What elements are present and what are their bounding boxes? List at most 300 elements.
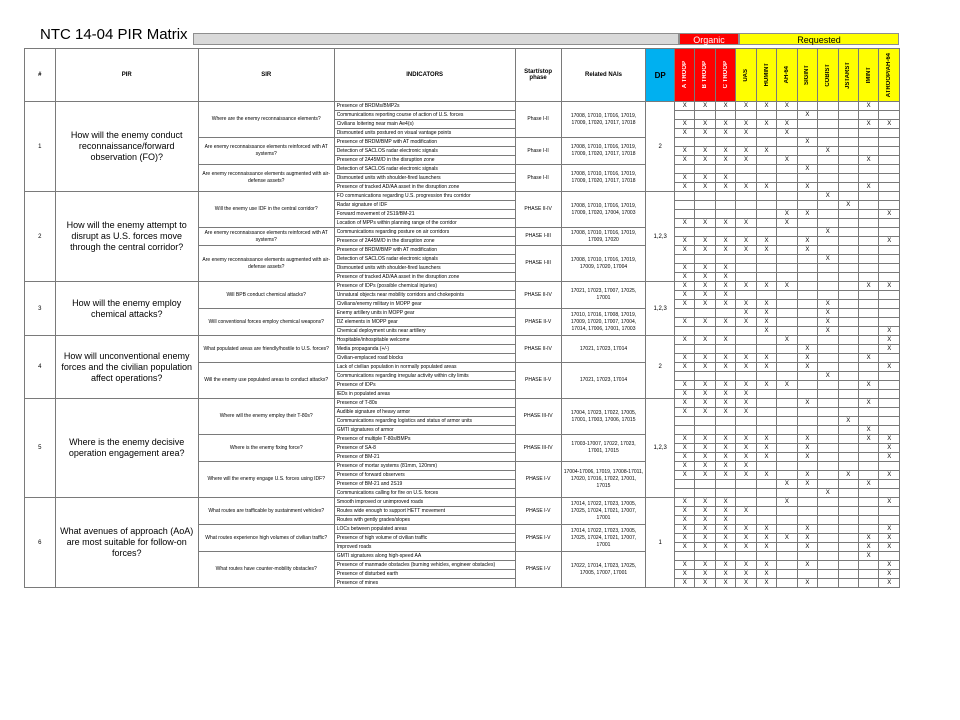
asset-mark: X xyxy=(797,354,817,363)
asset-cell xyxy=(818,237,838,246)
related-nais: 17010, 17016, 17008, 17019, 17009, 17020, 17007, 17004, 17014, 17006, 17001, 17003 xyxy=(561,309,646,336)
indicator-text: IEDs in populated areas xyxy=(334,390,515,399)
asset-cell xyxy=(858,219,878,228)
asset-cell xyxy=(797,120,817,129)
asset-cell xyxy=(838,399,858,408)
asset-mark: X xyxy=(715,435,735,444)
asset-mark: X xyxy=(879,498,900,507)
asset-cell xyxy=(675,417,695,426)
asset-cell xyxy=(797,102,817,111)
asset-cell xyxy=(858,336,878,345)
asset-mark: X xyxy=(675,291,695,300)
asset-cell xyxy=(777,444,797,453)
asset-cell xyxy=(858,237,878,246)
asset-mark: X xyxy=(797,345,817,354)
asset-header-label: UAS xyxy=(743,68,750,82)
asset-cell xyxy=(736,165,756,174)
asset-mark: X xyxy=(715,282,735,291)
asset-mark: X xyxy=(675,219,695,228)
asset-mark: X xyxy=(858,102,878,111)
asset-cell xyxy=(777,489,797,498)
asset-mark: X xyxy=(675,129,695,138)
related-nais: 17008, 17010, 17016, 17019, 17009, 17020, 17017, 17018 xyxy=(561,102,646,138)
asset-mark: X xyxy=(858,543,878,552)
pir-number: 3 xyxy=(25,282,56,336)
sir-question: Where will the enemy employ their T-80s? xyxy=(198,399,334,435)
indicator-row xyxy=(25,282,900,291)
asset-cell xyxy=(858,273,878,282)
asset-mark: X xyxy=(736,318,756,327)
asset-cell xyxy=(858,417,878,426)
asset-cell xyxy=(838,219,858,228)
asset-cell xyxy=(797,516,817,525)
asset-cell xyxy=(838,138,858,147)
asset-mark: X xyxy=(675,174,695,183)
asset-cell xyxy=(715,372,735,381)
asset-cell xyxy=(797,201,817,210)
asset-mark: X xyxy=(756,444,776,453)
asset-cell xyxy=(695,192,715,201)
asset-mark: X xyxy=(736,147,756,156)
asset-cell xyxy=(756,210,776,219)
asset-cell xyxy=(838,228,858,237)
asset-cell xyxy=(879,489,900,498)
indicator-text: Smooth improved or unimproved roads xyxy=(334,498,515,507)
page-title: NTC 14-04 PIR Matrix xyxy=(40,26,188,43)
header-bar xyxy=(193,33,679,45)
asset-cell xyxy=(879,174,900,183)
asset-mark: X xyxy=(858,156,878,165)
asset-mark: X xyxy=(756,354,776,363)
asset-mark: X xyxy=(695,156,715,165)
asset-header-label: IMINT xyxy=(865,66,872,84)
asset-mark: X xyxy=(879,363,900,372)
asset-cell xyxy=(818,426,838,435)
asset-mark: X xyxy=(695,543,715,552)
asset-cell xyxy=(879,300,900,309)
asset-mark: X xyxy=(715,570,735,579)
asset-mark: X xyxy=(736,399,756,408)
asset-mark: X xyxy=(695,516,715,525)
asset-cell xyxy=(838,480,858,489)
asset-mark: X xyxy=(675,435,695,444)
asset-cell xyxy=(879,255,900,264)
pir-matrix-table xyxy=(24,48,900,588)
asset-cell xyxy=(797,570,817,579)
asset-cell xyxy=(756,138,776,147)
asset-cell xyxy=(858,471,878,480)
asset-mark: X xyxy=(736,390,756,399)
asset-mark: X xyxy=(858,480,878,489)
asset-mark: X xyxy=(695,219,715,228)
asset-mark: X xyxy=(818,372,838,381)
start-stop-phase: PHASE II-V xyxy=(515,363,561,399)
pir-number: 5 xyxy=(25,399,56,498)
asset-mark: X xyxy=(695,561,715,570)
asset-mark: X xyxy=(858,282,878,291)
related-nais: 17008, 17010, 17016, 17019, 17009, 17020, 17004, 17003 xyxy=(561,192,646,228)
asset-cell xyxy=(777,174,797,183)
asset-mark: X xyxy=(736,237,756,246)
asset-mark: X xyxy=(797,480,817,489)
decision-point: 1,2,3 xyxy=(646,399,675,498)
asset-cell xyxy=(838,246,858,255)
pir-question: How will the enemy attempt to disrupt as U.S. forces move through the central corridor? xyxy=(55,192,198,282)
asset-cell xyxy=(715,480,735,489)
asset-cell xyxy=(756,264,776,273)
indicator-text: Presence of BRDM/BMP with AT modification xyxy=(334,138,515,147)
asset-cell xyxy=(736,417,756,426)
asset-mark: X xyxy=(756,453,776,462)
asset-cell xyxy=(797,336,817,345)
asset-cell xyxy=(818,273,838,282)
asset-cell xyxy=(858,516,878,525)
asset-mark: X xyxy=(797,246,817,255)
asset-mark: X xyxy=(756,363,776,372)
asset-cell xyxy=(756,480,776,489)
asset-mark: X xyxy=(756,120,776,129)
asset-cell xyxy=(797,372,817,381)
asset-cell xyxy=(675,327,695,336)
asset-mark: X xyxy=(838,417,858,426)
asset-cell xyxy=(838,543,858,552)
asset-mark: X xyxy=(675,156,695,165)
asset-mark: X xyxy=(879,282,900,291)
asset-mark: X xyxy=(879,534,900,543)
asset-mark: X xyxy=(777,534,797,543)
asset-mark: X xyxy=(736,354,756,363)
asset-mark: X xyxy=(736,525,756,534)
asset-cell xyxy=(695,552,715,561)
asset-cell xyxy=(715,345,735,354)
asset-mark: X xyxy=(675,444,695,453)
asset-cell xyxy=(777,552,797,561)
asset-mark: X xyxy=(818,192,838,201)
asset-mark: X xyxy=(715,453,735,462)
sir-question: Will BPB conduct chemical attacks? xyxy=(198,282,334,309)
asset-header xyxy=(818,49,838,102)
sir-question: Are enemy reconnaissance elements reinforced with AT systems? xyxy=(198,138,334,165)
asset-mark: X xyxy=(675,102,695,111)
col-phase-header: Start/stop phase xyxy=(515,49,561,102)
asset-cell xyxy=(858,255,878,264)
asset-mark: X xyxy=(675,300,695,309)
asset-cell xyxy=(879,111,900,120)
asset-cell xyxy=(777,543,797,552)
asset-cell xyxy=(715,138,735,147)
asset-mark: X xyxy=(818,228,838,237)
asset-mark: X xyxy=(675,183,695,192)
asset-cell xyxy=(777,516,797,525)
indicator-text: Civilians loitering near main Ae4(s) xyxy=(334,120,515,129)
asset-cell xyxy=(818,543,838,552)
asset-cell xyxy=(858,498,878,507)
asset-mark: X xyxy=(736,570,756,579)
asset-cell xyxy=(879,264,900,273)
asset-cell xyxy=(838,102,858,111)
related-nais: 17021, 17023, 17014 xyxy=(561,336,646,363)
start-stop-phase: PHASE II-IV xyxy=(515,336,561,363)
asset-mark: X xyxy=(715,120,735,129)
asset-cell xyxy=(838,561,858,570)
sir-question: What populated areas are friendly/hostile to U.S. forces? xyxy=(198,336,334,363)
asset-cell xyxy=(715,552,735,561)
asset-cell xyxy=(777,318,797,327)
asset-header xyxy=(715,49,735,102)
asset-cell xyxy=(797,417,817,426)
asset-mark: X xyxy=(777,120,797,129)
asset-cell xyxy=(736,264,756,273)
asset-cell xyxy=(838,282,858,291)
asset-mark: X xyxy=(818,327,838,336)
asset-mark: X xyxy=(736,444,756,453)
asset-cell xyxy=(838,336,858,345)
asset-mark: X xyxy=(858,381,878,390)
sir-question: Will the enemy use populated areas to conduct attacks? xyxy=(198,363,334,399)
related-nais: 17008, 17010, 17016, 17019, 17009, 17020, 17004 xyxy=(561,246,646,282)
asset-cell xyxy=(838,426,858,435)
asset-cell xyxy=(838,579,858,588)
asset-cell xyxy=(838,120,858,129)
asset-mark: X xyxy=(695,237,715,246)
asset-cell xyxy=(879,408,900,417)
related-nais: 17021, 17023, 17007, 17025, 17001 xyxy=(561,282,646,309)
asset-cell xyxy=(736,201,756,210)
start-stop-phase: Phase I-II xyxy=(515,102,561,138)
asset-mark: X xyxy=(777,129,797,138)
asset-cell xyxy=(675,309,695,318)
asset-cell xyxy=(879,228,900,237)
asset-cell xyxy=(838,129,858,138)
asset-mark: X xyxy=(675,408,695,417)
asset-cell xyxy=(756,192,776,201)
indicator-text: Presence of 2A45M/D in the disruption zone xyxy=(334,237,515,246)
asset-mark: X xyxy=(797,579,817,588)
sir-question: Will the enemy use IDF in the central corridor? xyxy=(198,192,334,228)
related-nais: 17014, 17022, 17023, 17005, 17025, 17024, 17021, 17007, 17001 xyxy=(561,525,646,552)
asset-mark: X xyxy=(675,543,695,552)
asset-cell xyxy=(797,192,817,201)
asset-mark: X xyxy=(715,291,735,300)
asset-cell xyxy=(818,579,838,588)
indicator-text: Enemy artillery units in MOPP gear xyxy=(334,309,515,318)
asset-mark: X xyxy=(736,408,756,417)
asset-mark: X xyxy=(675,390,695,399)
indicator-text: Presence of IDPs xyxy=(334,381,515,390)
asset-cell xyxy=(858,129,878,138)
asset-cell xyxy=(695,309,715,318)
asset-cell xyxy=(675,480,695,489)
asset-mark: X xyxy=(675,579,695,588)
asset-header-label: JSTARST xyxy=(845,61,852,89)
asset-cell xyxy=(838,453,858,462)
asset-cell xyxy=(797,174,817,183)
asset-cell xyxy=(838,318,858,327)
asset-cell xyxy=(777,192,797,201)
asset-mark: X xyxy=(879,336,900,345)
asset-cell xyxy=(695,201,715,210)
indicator-text: Dismounted units with shoulder-fired launchers xyxy=(334,264,515,273)
asset-cell xyxy=(879,426,900,435)
asset-mark: X xyxy=(715,129,735,138)
asset-cell xyxy=(736,372,756,381)
asset-mark: X xyxy=(695,264,715,273)
asset-cell xyxy=(797,309,817,318)
asset-cell xyxy=(777,255,797,264)
asset-cell xyxy=(858,246,878,255)
related-nais: 17022, 17014, 17023, 17025, 17005, 17007, 17001 xyxy=(561,552,646,588)
asset-mark: X xyxy=(736,561,756,570)
asset-cell xyxy=(818,390,838,399)
asset-cell xyxy=(879,291,900,300)
asset-header xyxy=(777,49,797,102)
start-stop-phase: PHASE I-III xyxy=(515,228,561,246)
indicator-row xyxy=(25,399,900,408)
asset-mark: X xyxy=(695,498,715,507)
asset-mark: X xyxy=(736,102,756,111)
asset-cell xyxy=(818,165,838,174)
asset-mark: X xyxy=(756,381,776,390)
asset-cell xyxy=(675,228,695,237)
asset-mark: X xyxy=(675,318,695,327)
asset-mark: X xyxy=(858,354,878,363)
asset-cell xyxy=(879,390,900,399)
asset-mark: X xyxy=(858,399,878,408)
asset-mark: X xyxy=(777,219,797,228)
asset-cell xyxy=(838,183,858,192)
asset-mark: X xyxy=(879,570,900,579)
start-stop-phase: Phase I-II xyxy=(515,138,561,165)
asset-cell xyxy=(818,480,838,489)
asset-cell xyxy=(675,210,695,219)
asset-cell xyxy=(715,255,735,264)
asset-cell xyxy=(838,363,858,372)
asset-cell xyxy=(777,363,797,372)
sir-question: What routes experience high volumes of civilian traffic? xyxy=(198,525,334,552)
asset-cell xyxy=(879,399,900,408)
asset-cell xyxy=(818,363,838,372)
asset-cell xyxy=(818,246,838,255)
asset-mark: X xyxy=(715,534,735,543)
indicator-text: Dismounted units postured on visual vantage points xyxy=(334,129,515,138)
asset-cell xyxy=(736,174,756,183)
asset-cell xyxy=(797,219,817,228)
start-stop-phase: PHASE II-V xyxy=(515,309,561,336)
asset-mark: X xyxy=(675,336,695,345)
asset-header xyxy=(695,49,715,102)
asset-mark: X xyxy=(736,300,756,309)
asset-mark: X xyxy=(695,336,715,345)
asset-mark: X xyxy=(695,147,715,156)
asset-cell xyxy=(858,165,878,174)
organic-group-header: Organic xyxy=(679,33,739,45)
asset-mark: X xyxy=(675,381,695,390)
decision-point: 1 xyxy=(646,498,675,588)
asset-cell xyxy=(777,435,797,444)
asset-cell xyxy=(838,156,858,165)
asset-mark: X xyxy=(736,129,756,138)
asset-cell xyxy=(818,408,838,417)
asset-cell xyxy=(818,336,838,345)
asset-cell xyxy=(695,426,715,435)
asset-cell xyxy=(818,282,838,291)
asset-cell xyxy=(675,372,695,381)
asset-cell xyxy=(858,453,878,462)
asset-cell xyxy=(797,282,817,291)
asset-mark: X xyxy=(675,525,695,534)
asset-mark: X xyxy=(736,453,756,462)
asset-mark: X xyxy=(756,471,776,480)
asset-mark: X xyxy=(858,552,878,561)
asset-mark: X xyxy=(756,102,776,111)
asset-mark: X xyxy=(695,507,715,516)
asset-cell xyxy=(858,201,878,210)
asset-mark: X xyxy=(695,435,715,444)
asset-cell xyxy=(818,552,838,561)
related-nais: 17014, 17022, 17023, 17005, 17025, 17024, 17021, 17007, 17001 xyxy=(561,498,646,525)
asset-mark: X xyxy=(715,399,735,408)
asset-cell xyxy=(797,408,817,417)
asset-cell xyxy=(838,516,858,525)
asset-cell xyxy=(838,309,858,318)
asset-mark: X xyxy=(797,453,817,462)
sir-question: Where is the enemy fixing force? xyxy=(198,435,334,462)
asset-header xyxy=(838,49,858,102)
asset-cell xyxy=(858,228,878,237)
asset-mark: X xyxy=(858,435,878,444)
asset-cell xyxy=(756,156,776,165)
asset-mark: X xyxy=(695,282,715,291)
asset-cell xyxy=(756,345,776,354)
asset-cell xyxy=(777,201,797,210)
asset-mark: X xyxy=(777,210,797,219)
asset-mark: X xyxy=(797,543,817,552)
asset-mark: X xyxy=(797,561,817,570)
indicator-text: Communications regarding posture on air corridors xyxy=(334,228,515,237)
asset-cell xyxy=(797,300,817,309)
asset-cell xyxy=(818,516,838,525)
asset-cell xyxy=(797,318,817,327)
asset-cell xyxy=(736,255,756,264)
asset-mark: X xyxy=(756,309,776,318)
asset-cell xyxy=(756,165,776,174)
asset-cell xyxy=(777,228,797,237)
asset-mark: X xyxy=(777,498,797,507)
asset-cell xyxy=(675,345,695,354)
col-num-header: # xyxy=(25,49,56,102)
asset-cell xyxy=(797,426,817,435)
start-stop-phase: Phase I-II xyxy=(515,165,561,192)
asset-cell xyxy=(879,516,900,525)
asset-mark: X xyxy=(695,390,715,399)
asset-cell xyxy=(736,516,756,525)
asset-cell xyxy=(736,192,756,201)
asset-mark: X xyxy=(715,219,735,228)
indicator-text: Presence of multiple T-80s/BMPs xyxy=(334,435,515,444)
asset-cell xyxy=(736,552,756,561)
asset-mark: X xyxy=(879,453,900,462)
asset-mark: X xyxy=(695,300,715,309)
asset-mark: X xyxy=(736,381,756,390)
asset-cell xyxy=(756,372,776,381)
asset-cell xyxy=(858,462,878,471)
asset-mark: X xyxy=(756,282,776,291)
asset-cell xyxy=(756,291,776,300)
asset-mark: X xyxy=(715,579,735,588)
asset-cell xyxy=(879,309,900,318)
asset-cell xyxy=(879,372,900,381)
indicator-text: Presence of tracked AD/AA asset in the disruption zone xyxy=(334,273,515,282)
